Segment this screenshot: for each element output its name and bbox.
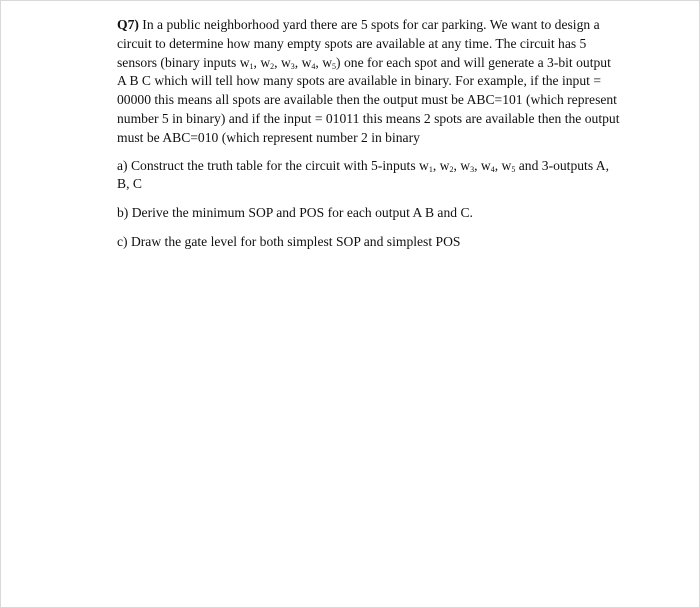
question-block: [117, 16, 621, 252]
sensor-w4: $w_4$: [301, 54, 316, 71]
sensor-w1: $w_1$: [239, 54, 254, 71]
part-a: [117, 157, 621, 195]
part-a-text-2: and 3-outputs A, B, C: [117, 157, 609, 192]
question-paragraph: [117, 16, 621, 148]
part-b: b) Derive the minimum SOP and POS for each output A B and C.: [117, 205, 473, 221]
part-a-text-1: a) Construct the truth table for the circuit with 5-inputs: [117, 157, 420, 173]
sensor-w3: $w_3$: [280, 54, 295, 71]
part-a-sensor-list: $w_1$, $w_2$, $w_3$, $w_4$, $w_5$: [419, 157, 516, 174]
sensor-w2: $w_2$: [260, 54, 275, 71]
part-c: c) Draw the gate level for both simplest SOP and simplest POS: [117, 233, 461, 249]
question-text-1: In a public neighborhood yard there are 5 spots for car parking. We want to design a circuit to determine how many empty spots are available at any time. The circuit has 5 sensors (binary inputs: [117, 17, 600, 70]
question-text-2: ) one for each spot and will generate a 3-bit output A B C which will tell how many spots are available in binary. For example, if the input = 00000 this means all spots are available then the output must be ABC=101 (which represent number 5 in binary) and if the input = 01011 this means 2 spots are available then the output must be ABC=010 (which represent number 2 in binary: [117, 54, 620, 145]
question-label: Q7): [117, 17, 139, 32]
sensor-w5: $w_5$: [322, 54, 337, 71]
sensor-list: $w_1$, $w_2$, $w_3$, $w_4$, $w_5$: [239, 54, 337, 71]
